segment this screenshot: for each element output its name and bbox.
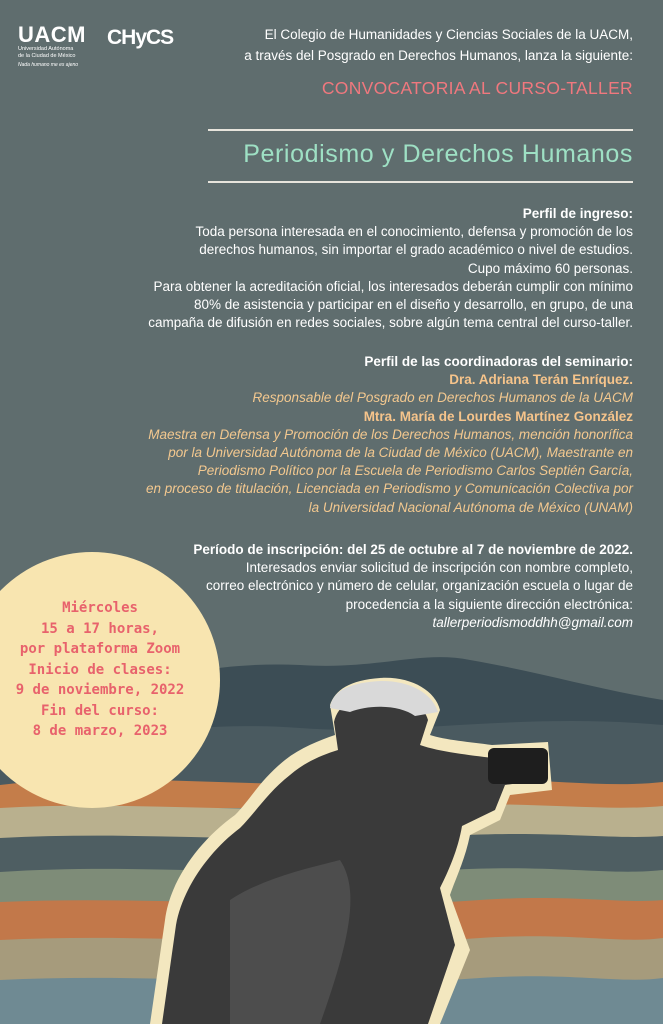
schedule-line: por plataforma Zoom [19,641,181,657]
intro-line-2: a través del Posgrado en Derechos Humanos, lanza la siguiente: [244,48,633,63]
schedule-line: 9 de noviembre, 2022 [15,682,185,698]
schedule-info [0,598,200,742]
inscripcion-line: correo electrónico y número de celular, organización escuela o lugar de [206,578,633,594]
inscripcion-heading: Período de inscripción: del 25 de octubre al 7 de noviembre de 2022. [193,542,633,557]
perfil-ingreso-line: Para obtener la acreditación oficial, los interesados deberán cumplir con mínimo [153,278,633,294]
title-divider-top [208,129,633,131]
perfil-ingreso-line: Cupo máximo 60 personas. [467,260,633,276]
perfil-ingreso-heading: Perfil de ingreso: [522,206,633,221]
contact-email-link[interactable]: tallerperiodismoddhh@gmail.com [432,614,633,630]
coordinadora-2-desc: Maestra en Defensa y Promoción de los Derechos Humanos, mención honorífica [148,426,633,442]
chycs-logo: CHyCS [107,26,174,49]
coordinadora-2-desc: Periodismo Político por la Escuela de Periodismo Carlos Septién García, [197,463,633,479]
schedule-line: Miércoles [62,600,138,616]
perfil-ingreso-line: 80% de asistencia y participar en el diseño y desarrollo, en grupo, de una [193,297,633,313]
schedule-line: 15 a 17 horas, [40,620,159,637]
inscripcion-line: Interesados enviar solicitud de inscripción con nombre completo, [245,560,633,576]
inscripcion-section [193,541,633,632]
coordinadora-2-name: Mtra. María de Lourdes Martínez González [363,408,633,424]
intro-line-1: El Colegio de Humanidades y Ciencias Sociales de la UACM, [264,27,633,42]
intro-text [244,24,633,66]
uacm-motto: Nada humano me es ajeno [18,62,79,68]
schedule-line: 8 de marzo, 2023 [32,723,168,739]
perfil-ingreso-line: Toda persona interesada en el conocimiento, defensa y promoción de los [195,224,633,240]
coordinadoras-section [146,353,633,517]
perfil-ingreso-line: derechos humanos, sin importar el grado académico o nivel de estudios. [199,242,633,258]
coordinadora-2-desc: la Universidad Nacional Autónoma de México (UNAM) [308,499,633,515]
coordinadora-1-name: Dra. Adriana Terán Enríquez. [449,372,633,388]
coordinadora-1-desc: Responsable del Posgrado en Derechos Humanos de la UACM [252,390,633,406]
coordinadora-2-desc: en proceso de titulación, Licenciada en Periodismo y Comunicación Colectiva por [145,481,633,497]
coordinadoras-heading: Perfil de las coordinadoras del seminario: [364,354,633,369]
uacm-subtitle-2: de la Ciudad de México [18,52,76,59]
schedule-line: Fin del curso: [40,702,159,719]
uacm-logo [18,24,86,68]
inscripcion-line: procedencia a la siguiente dirección electrónica: [345,596,633,612]
coordinadora-2-desc: por la Universidad Autónoma de la Ciudad de México (UACM), Maestrante en [168,445,633,461]
uacm-logo-text: UACM [18,22,86,47]
perfil-ingreso-section [148,205,633,332]
schedule-line: Inicio de clases: [28,661,172,678]
page-title: Periodismo y Derechos Humanos [243,140,633,168]
perfil-ingreso-line: campaña de difusión en redes sociales, sobre algún tema central del curso-taller. [148,315,633,331]
uacm-subtitle-1: Universidad Autónoma [18,46,74,52]
title-divider-bottom [208,181,633,183]
convocatoria-heading: CONVOCATORIA AL CURSO-TALLER [321,78,633,98]
